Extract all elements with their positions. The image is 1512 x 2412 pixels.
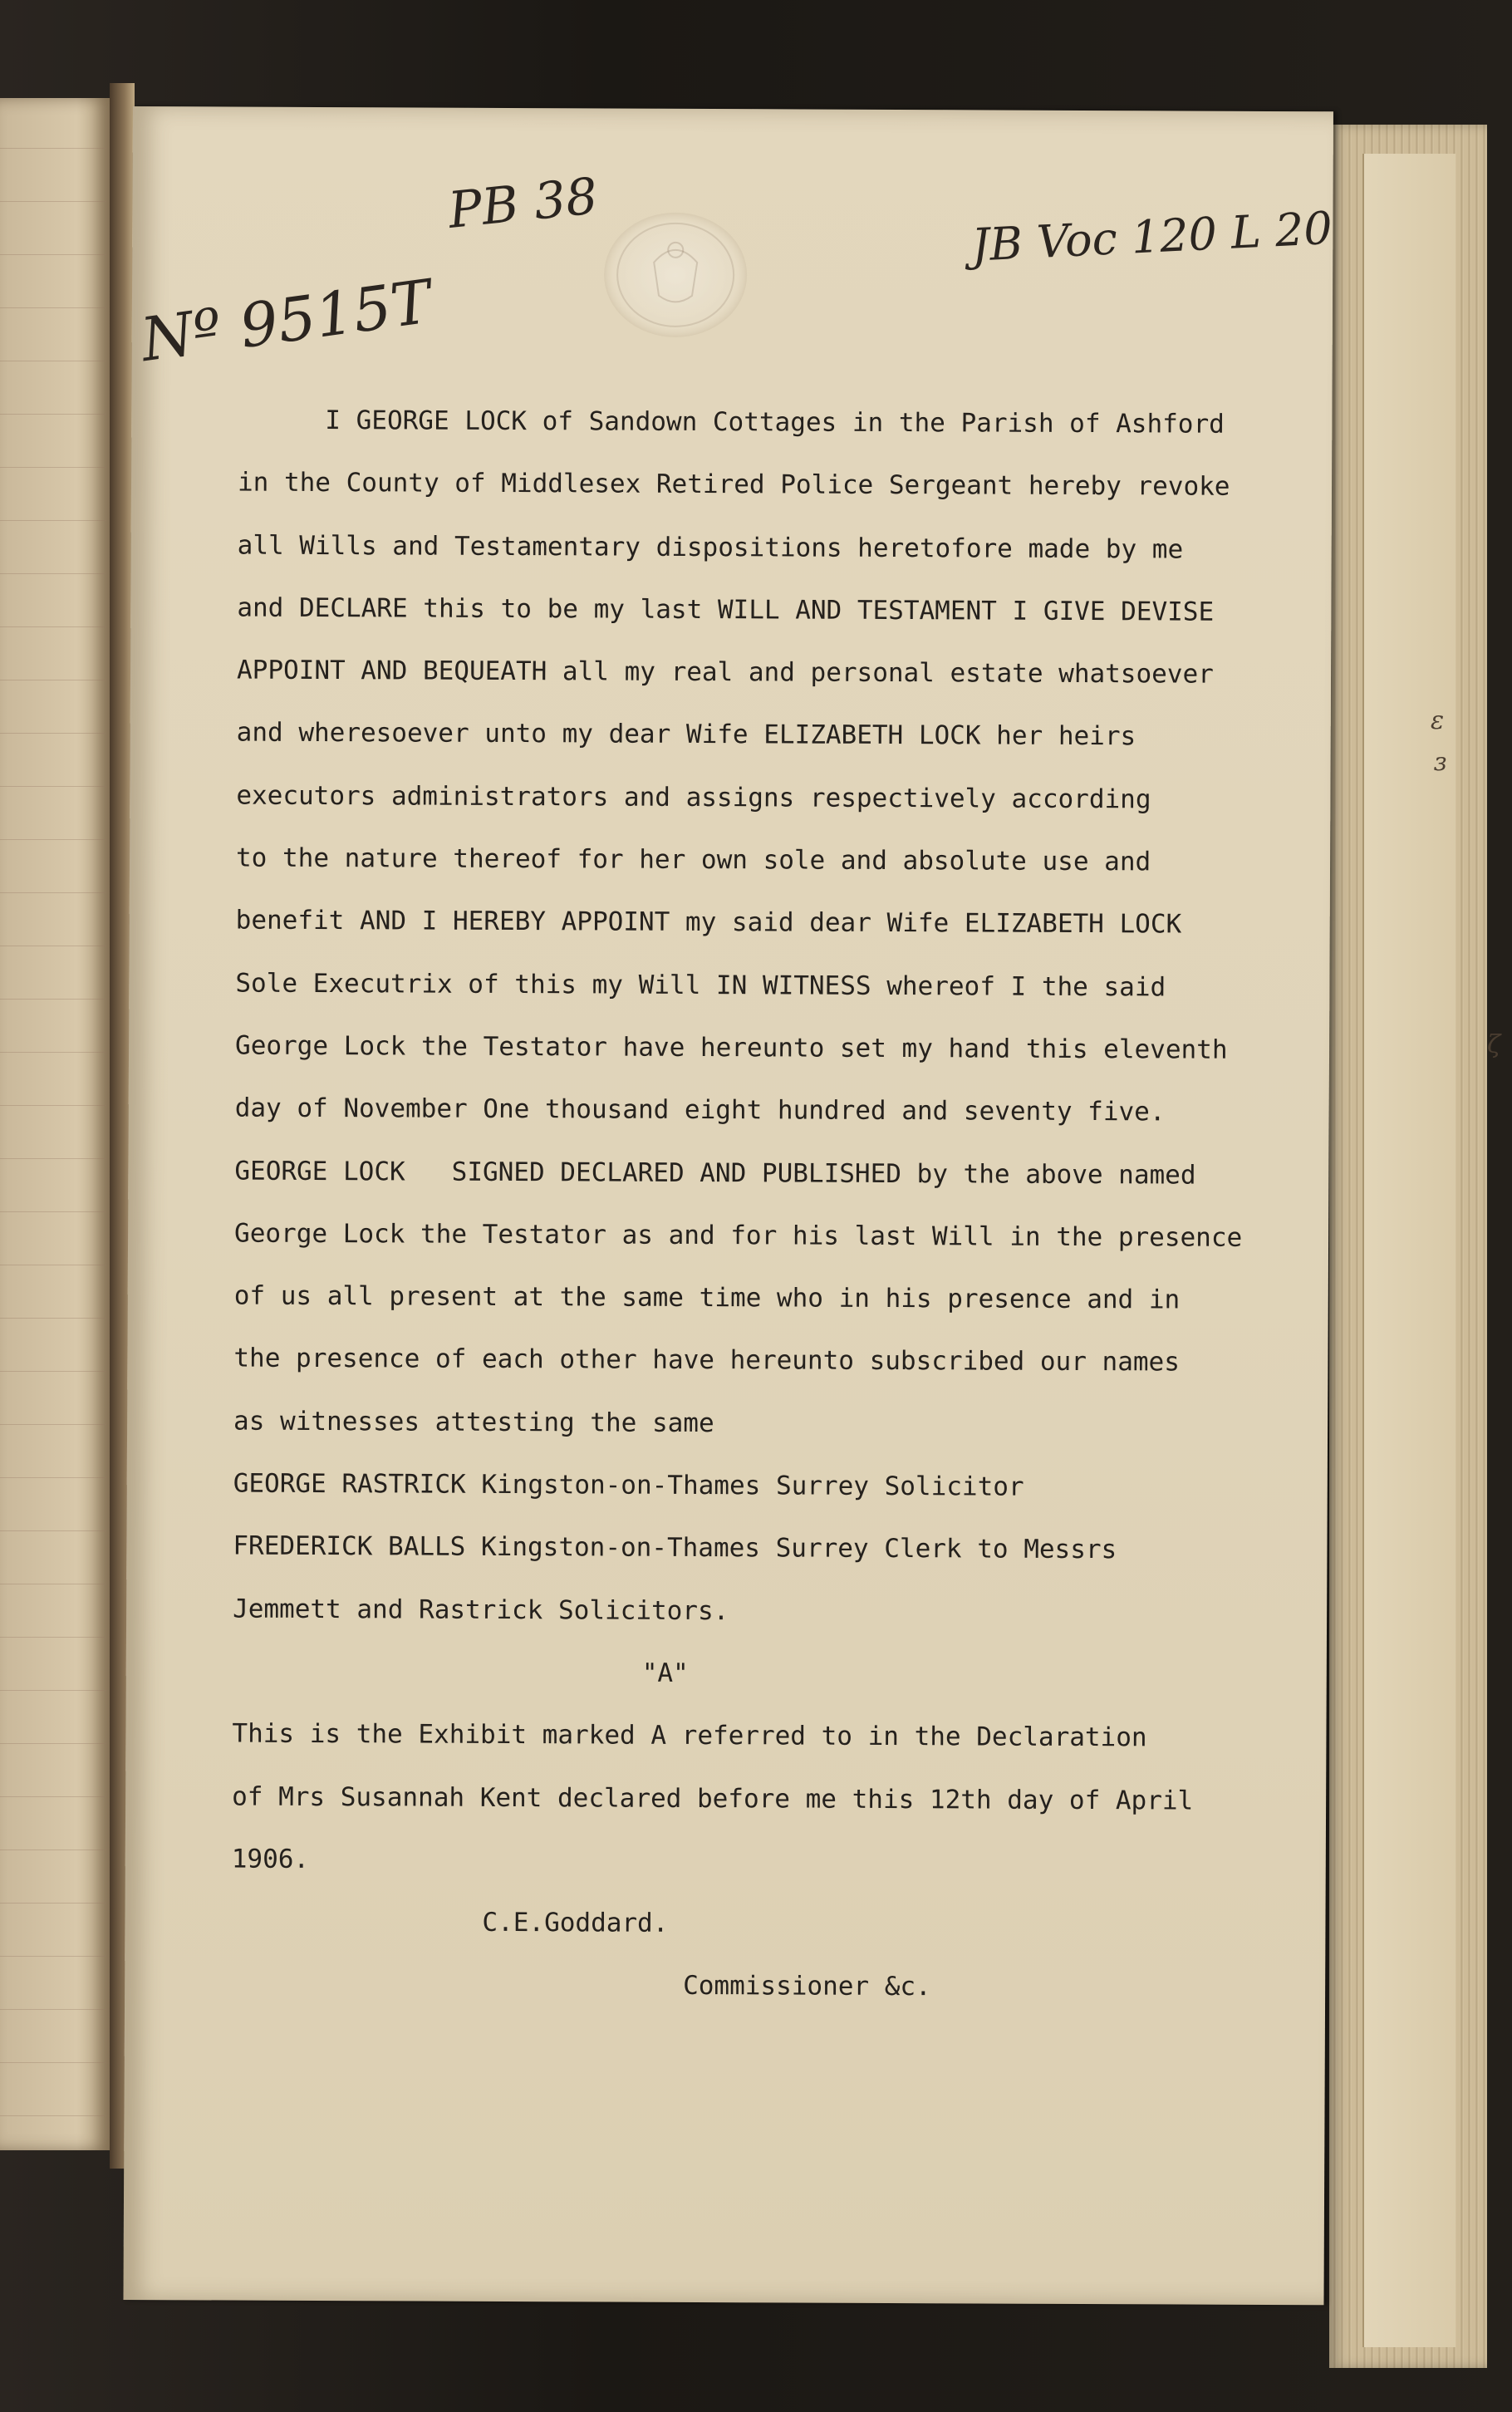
- left-page-rule: [0, 1956, 106, 1957]
- will-line: the presence of each other have hereunto subscribed our names: [233, 1343, 1180, 1378]
- left-page-rule: [0, 254, 106, 255]
- left-page-rule: [0, 786, 106, 787]
- will-line: of us all present at the same time who in his presence and in: [233, 1280, 1181, 1315]
- left-page-rule: [0, 1424, 106, 1425]
- signatory-name: C.E.Goddard.: [482, 1907, 669, 1938]
- signatory-title: Commissioner &c.: [683, 1971, 931, 2002]
- left-page-rule: [0, 1743, 106, 1744]
- left-page-rule: [0, 892, 106, 893]
- left-page-rule: [0, 1796, 106, 1797]
- volume-reference: JB Voc 120 L 20: [970, 201, 1334, 272]
- will-line: GEORGE LOCK SIGNED DECLARED AND PUBLISHED by the above named: [234, 1156, 1196, 1191]
- embossed-seal-icon: [604, 212, 748, 337]
- left-page-rule: [0, 2115, 106, 2116]
- left-page-rule: [0, 1637, 106, 1638]
- left-page-rule: [0, 1052, 106, 1053]
- left-page-rule: [0, 1371, 106, 1372]
- left-page-rule: [0, 414, 106, 415]
- left-page-rule: [0, 1105, 106, 1106]
- witness-line: Jemmett and Rastrick Solicitors.: [233, 1594, 729, 1626]
- edge-handwriting-mark: ɜ: [1434, 748, 1447, 777]
- left-page-rule: [0, 307, 106, 308]
- left-page-rule: [0, 467, 106, 468]
- will-line: benefit AND I HEREBY APPOINT my said dear Wife ELIZABETH LOCK: [235, 905, 1182, 940]
- will-line: executors administrators and assigns respectively according: [236, 780, 1151, 815]
- left-page-rule: [0, 626, 106, 627]
- left-page-rule: [0, 1690, 106, 1691]
- left-page-rule: [0, 1477, 106, 1478]
- folio-mark: PB 38: [445, 167, 601, 240]
- left-page-rule: [0, 1211, 106, 1212]
- witness-line: GEORGE RASTRICK Kingston-on-Thames Surrey Solicitor: [233, 1468, 1024, 1502]
- will-line: as witnesses attesting the same: [233, 1406, 714, 1438]
- left-page-rule: [0, 201, 106, 202]
- typed-will-text: [231, 390, 1294, 2021]
- edge-handwriting-mark: ζ: [1487, 1030, 1501, 1059]
- will-line: and wheresoever unto my dear Wife ELIZABETH LOCK her heirs: [236, 718, 1136, 752]
- will-line: to the nature thereof for her own sole and absolute use and: [235, 842, 1151, 877]
- left-page-rule: [0, 148, 106, 149]
- exhibit-line: This is the Exhibit marked A referred to in the Declaration: [232, 1718, 1147, 1753]
- exhibit-line: of Mrs Susannah Kent declared before me this 12th day of April: [232, 1781, 1194, 1816]
- will-line: day of November One thousand eight hundred and seventy five.: [234, 1093, 1166, 1127]
- will-line: and DECLARE this to be my last WILL AND TESTAMENT I GIVE DEVISE: [237, 592, 1215, 627]
- left-page-rule: [0, 1318, 106, 1319]
- will-line: in the County of Middlesex Retired Police Sergeant hereby revoke: [237, 467, 1230, 503]
- left-page-rule: [0, 520, 106, 521]
- reference-number: Nº 9515T: [136, 266, 435, 376]
- exhibit-line: 1906.: [231, 1844, 310, 1874]
- will-page: [123, 106, 1333, 2305]
- will-line: I GEORGE LOCK of Sandown Cottages in the Parish of Ashford: [325, 405, 1225, 440]
- witness-line: FREDERICK BALLS Kingston-on-Thames Surrey Clerk to Messrs: [233, 1530, 1117, 1565]
- left-page-rule: [0, 1158, 106, 1159]
- will-line: all Wills and Testamentary dispositions heretofore made by me: [237, 530, 1184, 565]
- left-page-rule: [0, 733, 106, 734]
- will-line: George Lock the Testator have hereunto set my hand this eleventh: [234, 1030, 1228, 1065]
- left-page-rule: [0, 1903, 106, 1904]
- left-facing-page: [0, 98, 110, 2150]
- exhibit-mark: "A": [641, 1658, 689, 1688]
- left-page-rule: [0, 1530, 106, 1531]
- will-line: George Lock the Testator as and for his last Will in the presence: [234, 1218, 1243, 1253]
- will-line: Sole Executrix of this my Will IN WITNESS whereof I the said: [235, 968, 1166, 1003]
- inner-page-edge: [1362, 154, 1456, 2347]
- left-page-rule: [0, 2009, 106, 2010]
- will-line: APPOINT AND BEQUEATH all my real and personal estate whatsoever: [236, 655, 1214, 690]
- left-page-rule: [0, 2062, 106, 2063]
- left-page-rule: [0, 839, 106, 840]
- left-page-rule: [0, 573, 106, 574]
- left-page-rule: [0, 999, 106, 1000]
- edge-handwriting-mark: ɛ: [1431, 706, 1445, 735]
